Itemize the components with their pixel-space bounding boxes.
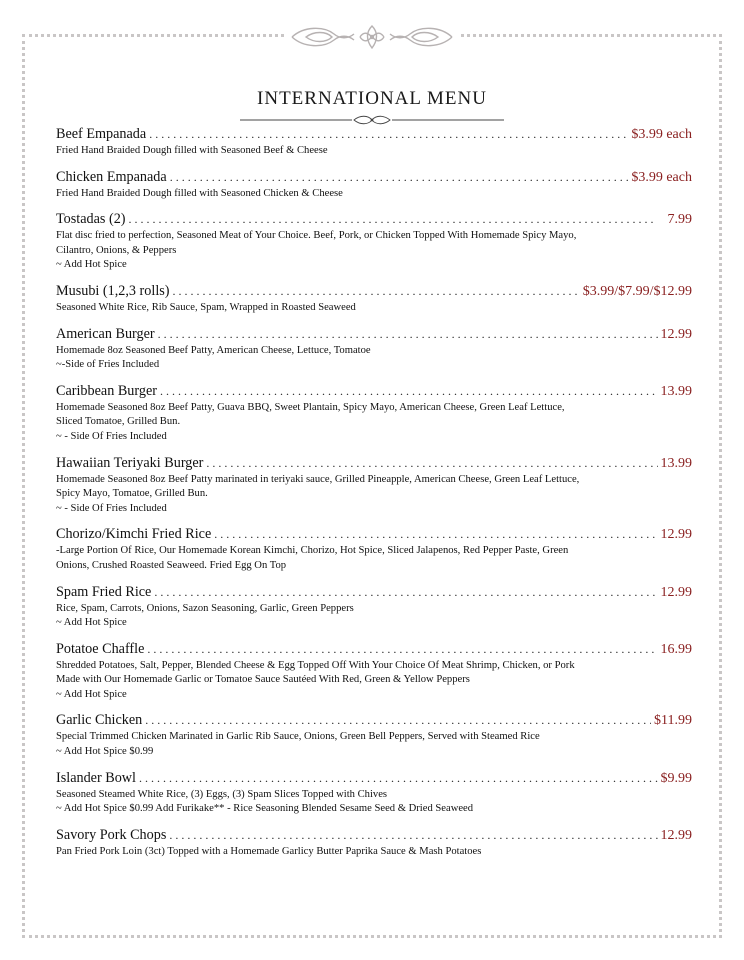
description-line: ~ Add Hot Spice $0.99 (56, 746, 154, 758)
flourish-ornament-icon (284, 22, 460, 52)
description-line: Fried Hand Braided Dough filled with Seasoned Chicken & Cheese (56, 187, 343, 199)
description-line: Shredded Potatoes, Salt, Pepper, Blended Cheese & Egg Topped Off With Your Choice Of Meat Shrimp, Chicken, or Pork (56, 659, 575, 671)
menu-item (56, 169, 692, 202)
item-price: $3.99/$7.99/$12.99 (582, 283, 692, 299)
item-name: Caribbean Burger (56, 382, 157, 399)
item-price: 16.99 (660, 641, 692, 657)
item-price: 12.99 (660, 827, 692, 843)
item-description (56, 730, 692, 759)
description-line: Spicy Mayo, Tomatoe, Grilled Bun. (56, 488, 208, 500)
description-line: Flat disc fried to perfection, Seasoned Meat of Your Choice. Beef, Pork, or Chicken Topped With Homemade Spicy Mayo, (56, 230, 577, 242)
menu-item (56, 712, 692, 759)
leader-dots (173, 283, 580, 300)
description-line: Homemade 8oz Seasoned Beef Patty, American Cheese, Lettuce, Tomatoe (56, 344, 371, 356)
leader-dots (214, 526, 657, 543)
leader-dots (147, 641, 657, 658)
menu-item (56, 126, 692, 159)
item-price: 12.99 (660, 326, 692, 342)
menu-item (56, 526, 692, 573)
item-description (56, 788, 692, 817)
description-line: Cilantro, Onions, & Peppers (56, 244, 177, 256)
item-description (56, 544, 692, 573)
item-description (56, 659, 692, 703)
item-name: Potatoe Chaffle (56, 640, 145, 657)
menu-item (56, 827, 692, 860)
menu-item (56, 211, 692, 273)
item-name: American Burger (56, 325, 155, 342)
item-price: 12.99 (660, 584, 692, 600)
description-line: ~ - Side Of Fries Included (56, 430, 167, 442)
item-name: Beef Empanada (56, 126, 147, 142)
menu-item (56, 455, 692, 517)
item-name: Garlic Chicken (56, 712, 143, 729)
item-price: 7.99 (667, 212, 692, 228)
description-line: Seasoned Steamed White Rice, (3) Eggs, (3) Spam Slices Topped with Chives (56, 788, 388, 800)
item-price: $9.99 (660, 770, 692, 786)
menu-item (56, 283, 692, 316)
menu-item (56, 584, 692, 631)
item-price: $11.99 (654, 713, 692, 729)
leader-dots (139, 770, 658, 787)
menu-item (56, 383, 692, 445)
item-description (56, 845, 692, 860)
leader-dots (206, 455, 657, 472)
item-price: 13.99 (660, 383, 692, 399)
leader-dots (129, 211, 665, 228)
description-line: ~-Side of Fries Included (56, 359, 160, 371)
description-line: ~ Add Hot Spice $0.99 Add Furikake** - Rice Seasoning Blended Sesame Seed & Dried Seaweed (56, 803, 474, 815)
description-line: Sliced Tomatoe, Grilled Bun. (56, 416, 181, 428)
leader-dots (160, 383, 658, 400)
item-price: 13.99 (660, 455, 692, 471)
item-price: $3.99 each (631, 169, 692, 185)
description-line: Fried Hand Braided Dough filled with Seasoned Beef & Cheese (56, 145, 328, 156)
description-line: Rice, Spam, Carrots, Onions, Sazon Seasoning, Garlic, Green Peppers (56, 602, 354, 614)
description-line: Special Trimmed Chicken Marinated in Garlic Rib Sauce, Onions, Green Bell Peppers, Served with Steamed Rice (56, 731, 540, 743)
leader-dots (154, 584, 657, 601)
item-price: $3.99 each (631, 127, 692, 142)
item-name: Chorizo/Kimchi Fried Rice (56, 526, 212, 543)
description-line: ~ Add Hot Spice (56, 259, 127, 271)
description-line: Seasoned White Rice, Rib Sauce, Spam, Wrapped in Roasted Seaweed (56, 301, 356, 313)
description-line: Homemade Seasoned 8oz Beef Patty, Guava BBQ, Sweet Plantain, Spicy Mayo, American Cheese, Green Leaf Lettuce, (56, 401, 565, 413)
item-name: Savory Pork Chops (56, 826, 167, 843)
description-line: -Large Portion Of Rice, Our Homemade Korean Kimchi, Chorizo, Hot Spice, Sliced Jalapenos, Red Pepper Paste, Green (56, 545, 569, 557)
item-name: Hawaiian Teriyaki Burger (56, 454, 204, 471)
description-line: ~ Add Hot Spice (56, 688, 127, 700)
menu-item (56, 326, 692, 373)
item-price: 12.99 (660, 527, 692, 543)
item-description (56, 602, 692, 631)
item-description (56, 229, 692, 273)
description-line: Made with Our Homemade Garlic or Tomatoe Sauce Sautéed With Red, Green & Yellow Peppers (56, 674, 470, 686)
menu-item (56, 641, 692, 703)
item-description (56, 344, 692, 373)
item-description (56, 301, 692, 316)
item-description (56, 187, 692, 202)
item-name: Islander Bowl (56, 769, 136, 786)
description-line: Pan Fried Pork Loin (3ct) Topped with a Homemade Garlicy Butter Paprika Sauce & Mash Potatoes (56, 845, 482, 857)
item-name: Chicken Empanada (56, 168, 167, 185)
description-line: Homemade Seasoned 8oz Beef Patty marinated in teriyaki sauce, Grilled Pineapple, American Cheese, Green Leaf Lettuce, (56, 473, 580, 485)
leader-dots (149, 126, 628, 143)
item-name: Spam Fried Rice (56, 583, 152, 600)
description-line: ~ Add Hot Spice (56, 617, 127, 629)
description-line: ~ - Side Of Fries Included (56, 502, 167, 514)
leader-dots (170, 169, 629, 186)
item-description (56, 144, 692, 159)
menu-list (56, 126, 692, 859)
leader-dots (169, 827, 657, 844)
item-name: Tostadas (2) (56, 211, 126, 228)
menu-item (56, 770, 692, 817)
page-title: INTERNATIONAL MENU (257, 88, 487, 109)
description-line: Onions, Crushed Roasted Seaweed. Fried Egg On Top (56, 559, 287, 571)
item-description (56, 473, 692, 517)
item-description (56, 401, 692, 445)
leader-dots (145, 712, 651, 729)
leader-dots (158, 326, 658, 343)
title-divider-ornament-icon (240, 112, 504, 122)
item-name: Musubi (1,2,3 rolls) (56, 282, 170, 299)
